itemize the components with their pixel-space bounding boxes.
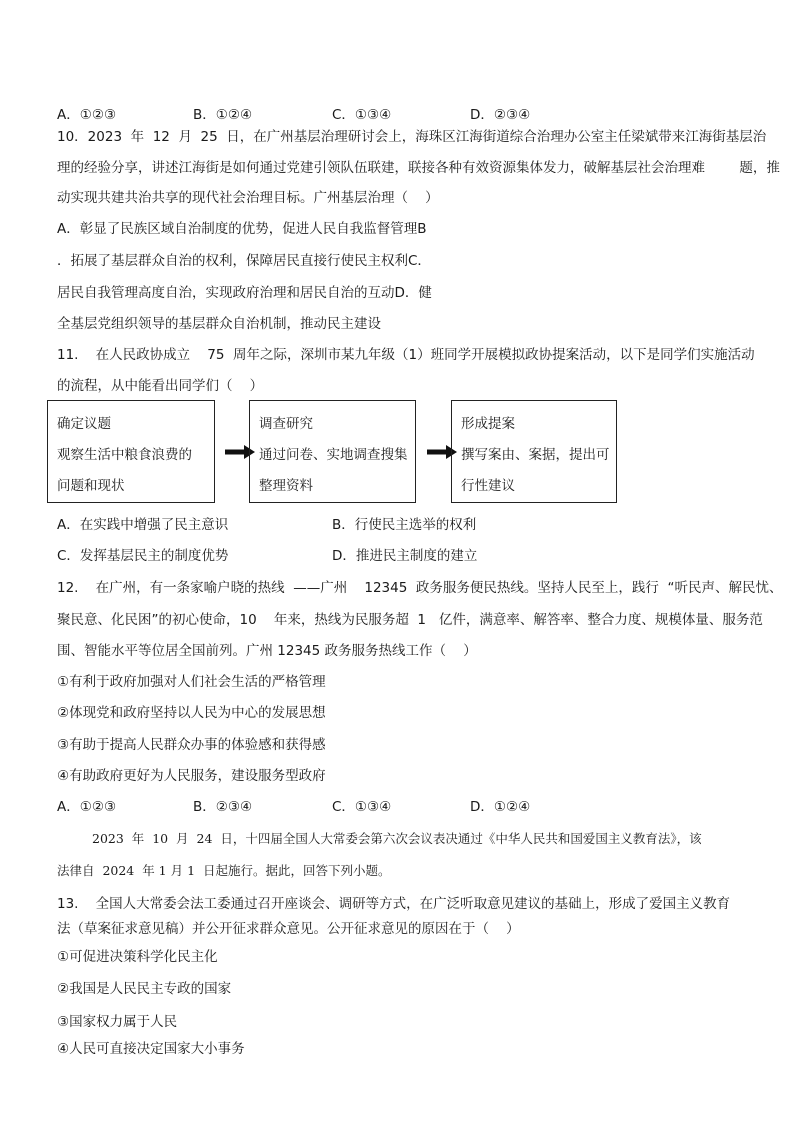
q13-stem-line-2: 法（草案征求意见稿）并公开征求群众意见。公开征求意见的原因在于（ ） (57, 921, 520, 937)
q13-item-3: ③国家权力属于人民 (57, 1014, 178, 1030)
q11-option-b: B．行使民主选举的权利 (332, 517, 477, 533)
q12-option-d: D．①②④ (470, 799, 531, 815)
q11-option-a: A．在实践中增强了民主意识 (57, 517, 229, 533)
q11-options-row-2 (57, 547, 757, 565)
q11-option-d: D．推进民主制度的建立 (332, 548, 478, 564)
q13-item-1: ①可促进决策科学化民主化 (57, 949, 218, 965)
q12-stem-line-1: 12. 在广州，有一条家喻户晓的热线 ——广州 12345 政务服务便民热线。坚持人民至上，践行 “听民声、解民忧、 (57, 580, 783, 596)
q13-item-2: ②我国是人民民主专政的国家 (57, 981, 232, 997)
flow-step-1-body-1: 观察生活中粮食浪费的 (57, 447, 192, 463)
q10-stem-line-2: 理的经验分享，讲述江海街是如何通过党建引领队伍联建，联接各种有效资源集体发力，破解基层社会治理难 题，推 (57, 160, 780, 176)
q10-option-line-4: 全基层党组织领导的基层群众自治机制，推动民主建设 (57, 316, 381, 332)
flow-step-3-title: 形成提案 (461, 416, 515, 432)
q11-flow-diagram (47, 400, 617, 505)
q13-stem-line-1: 13. 全国人大常委会法工委通过召开座谈会、调研等方式，在广泛听取意见建议的基础上，形成了爱国主义教育 (57, 896, 731, 912)
intro-line-2: 法律自 2024 年 1 月 1 日起施行。据此，回答下列小题。 (57, 863, 391, 878)
flow-step-3 (451, 400, 617, 503)
q12-item-1: ①有利于政府加强对人们社会生活的严格管理 (57, 674, 326, 690)
q12-option-c: C．①③④ (332, 799, 392, 815)
q10-stem-line-1: 10．2023 年 12 月 25 日，在广州基层治理研讨会上，海珠区江海街道综合治理办公室主任梁斌带来江海街基层治 (57, 129, 767, 145)
flow-step-2-body-1: 通过问卷、实地调查搜集 (259, 447, 408, 463)
q9-option-d: D．②③④ (470, 107, 531, 123)
flow-step-1-body-2: 问题和现状 (57, 478, 125, 494)
q11-stem-line-2: 的流程，从中能看出同学们（ ） (57, 378, 264, 394)
q11-option-c: C．发挥基层民主的制度优势 (57, 548, 229, 564)
q10-option-line-2: ．拓展了基层群众自治的权利，保障居民直接行使民主权利C． (57, 253, 431, 269)
q9-options (57, 106, 757, 124)
q11-options-row-1 (57, 516, 757, 534)
flow-step-2-title: 调查研究 (259, 416, 313, 432)
flow-step-1-title: 确定议题 (57, 416, 111, 432)
q12-options (57, 798, 757, 816)
q9-option-b: B．①②④ (193, 107, 253, 123)
q12-item-2: ②体现党和政府坚持以人民为中心的发展思想 (57, 705, 326, 721)
flow-step-1 (47, 400, 215, 503)
q9-option-a: A．①②③ (57, 107, 117, 123)
flow-step-3-body-2: 行性建议 (461, 478, 515, 494)
q11-stem-line-1: 11. 在人民政协成立 75 周年之际，深圳市某九年级（1）班同学开展模拟政协提案活动，以下是同学们实施活动 (57, 347, 755, 363)
q10-option-line-3: 居民自我管理高度自治，实现政府治理和居民自治的互动D．健 (57, 285, 432, 301)
q12-stem-line-3: 围、智能水平等位居全国前列。广州 12345 政务服务热线工作（ ） (57, 643, 477, 659)
intro-line-1: 2023 年 10 月 24 日，十四届全国人大常委会第六次会议表决通过《中华人民共和国爱国主义教育法》，该 (92, 831, 702, 846)
q10-stem-line-3: 动实现共建共治共享的现代社会治理目标。广州基层治理（ ） (57, 190, 439, 206)
q12-option-b: B．②③④ (193, 799, 253, 815)
q12-option-a: A．①②③ (57, 799, 117, 815)
flow-step-3-body-1: 撰写案由、案据，提出可 (461, 447, 610, 463)
q12-item-3: ③有助于提高人民群众办事的体验感和获得感 (57, 737, 326, 753)
flow-step-2-body-2: 整理资料 (259, 478, 313, 494)
flow-step-2 (249, 400, 416, 503)
q13-item-4: ④人民可直接决定国家大小事务 (57, 1041, 245, 1057)
q12-stem-line-2: 聚民意、化民困”的初心使命，10 年来，热线为民服务超 1 亿件，满意率、解答率、整合力度、规模体量、服务范 (57, 612, 763, 628)
q12-item-4: ④有助政府更好为人民服务，建设服务型政府 (57, 768, 326, 784)
q10-option-line-1: A．彰显了民族区域自治制度的优势，促进人民自我监督管理B (57, 221, 427, 237)
q9-option-c: C．①③④ (332, 107, 392, 123)
